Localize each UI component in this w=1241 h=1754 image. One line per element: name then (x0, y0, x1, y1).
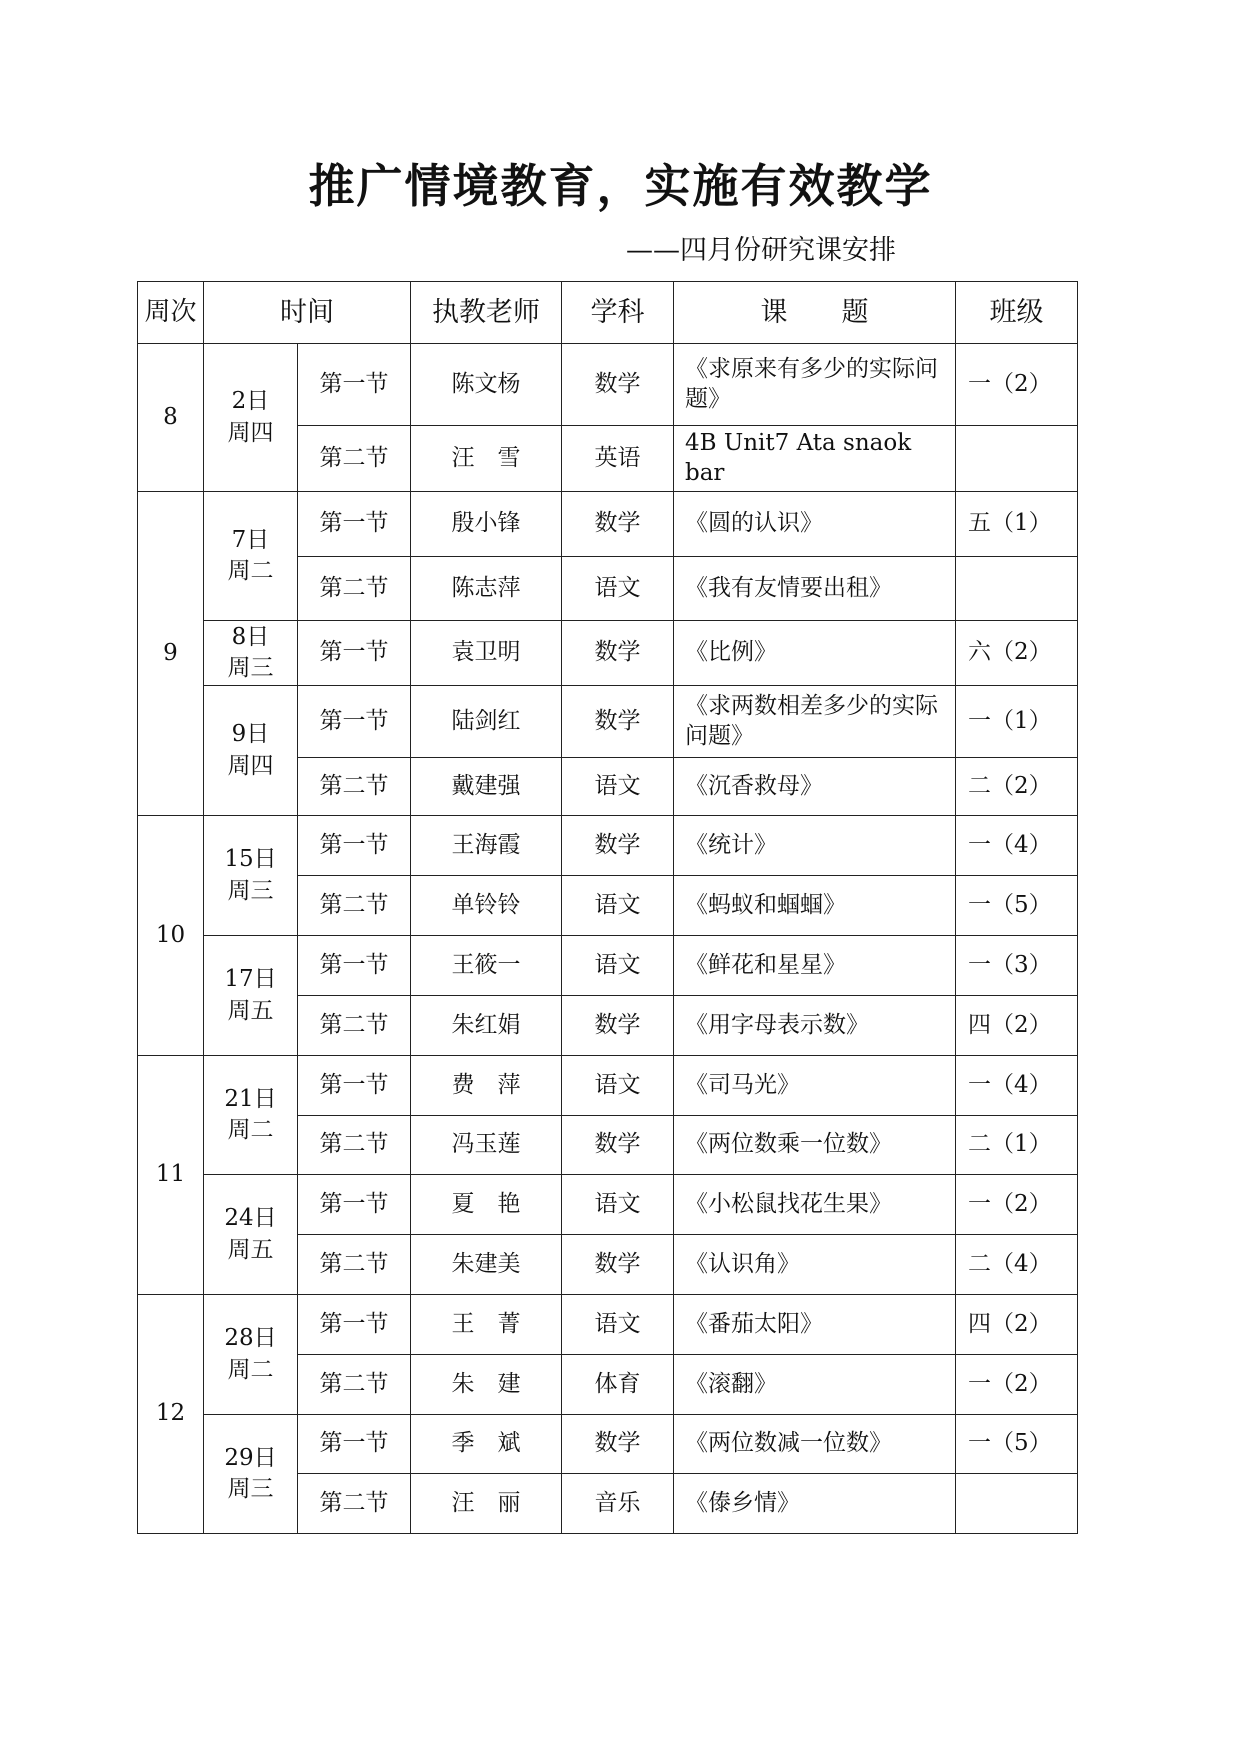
class-cell: 五（1） (956, 492, 1078, 557)
subject-cell: 英语 (562, 426, 674, 492)
period-cell: 第一节 (298, 621, 411, 686)
teacher-cell: 袁卫明 (411, 621, 562, 686)
date-day: 15日 (224, 846, 277, 873)
teacher-cell: 殷小锋 (411, 492, 562, 557)
header-teacher: 执教老师 (411, 282, 562, 344)
table-row (138, 492, 1078, 557)
period-cell: 第一节 (298, 936, 411, 996)
table-row (138, 1295, 1078, 1355)
date-cell (204, 936, 298, 1056)
subject-cell: 语文 (562, 557, 674, 621)
date-cell (204, 344, 298, 492)
subject-cell: 数学 (562, 1235, 674, 1295)
teacher-cell: 陈志萍 (411, 557, 562, 621)
date-weekday: 周二 (227, 1117, 274, 1143)
page-title: 推广情境教育，实施有效教学 (308, 159, 933, 213)
teacher-cell: 费 萍 (411, 1056, 562, 1116)
date-day: 29日 (224, 1444, 277, 1471)
topic-cell: 《蚂蚁和蝈蝈》 (674, 876, 956, 936)
period-cell: 第二节 (298, 557, 411, 621)
class-cell (956, 557, 1078, 621)
period-cell: 第一节 (298, 1175, 411, 1235)
date-day: 28日 (224, 1325, 277, 1352)
period-cell: 第二节 (298, 758, 411, 816)
date-weekday: 周四 (227, 752, 274, 779)
period-cell: 第二节 (298, 996, 411, 1056)
table-row (138, 1415, 1078, 1474)
class-cell (956, 1474, 1078, 1534)
header-class: 班级 (956, 282, 1078, 344)
week-number: 12 (138, 1295, 204, 1534)
class-cell: 一（1） (956, 686, 1078, 758)
date-weekday: 周三 (227, 1476, 274, 1502)
subject-cell: 数学 (562, 344, 674, 426)
class-cell: 一（2） (956, 344, 1078, 426)
period-cell: 第一节 (298, 1295, 411, 1355)
teacher-cell: 陆剑红 (411, 686, 562, 758)
subject-cell: 语文 (562, 1056, 674, 1116)
table-row (138, 936, 1078, 996)
teacher-cell: 朱建美 (411, 1235, 562, 1295)
schedule-table (137, 281, 1078, 1534)
teacher-cell: 冯玉莲 (411, 1116, 562, 1175)
date-weekday: 周三 (227, 877, 274, 904)
teacher-cell: 汪 雪 (411, 426, 562, 492)
topic-cell: 《统计》 (674, 816, 956, 876)
table-row (138, 621, 1078, 686)
date-cell (204, 492, 298, 621)
topic-cell: 《用字母表示数》 (674, 996, 956, 1056)
date-cell (204, 686, 298, 816)
period-cell: 第二节 (298, 426, 411, 492)
date-weekday: 周三 (227, 655, 274, 681)
subject-cell: 数学 (562, 1415, 674, 1474)
teacher-cell: 汪 丽 (411, 1474, 562, 1534)
subject-cell: 语文 (562, 1295, 674, 1355)
date-day: 17日 (224, 966, 277, 993)
class-cell: 四（2） (956, 996, 1078, 1056)
subject-cell: 音乐 (562, 1474, 674, 1534)
header-topic: 课 题 (674, 282, 956, 344)
period-cell: 第二节 (298, 1235, 411, 1295)
date-day: 21日 (224, 1085, 277, 1112)
schedule-body (138, 344, 1078, 1534)
class-cell: 四（2） (956, 1295, 1078, 1355)
topic-cell: 4B Unit7 Ata snaok bar (674, 426, 956, 492)
topic-cell: 《两位数乘一位数》 (674, 1116, 956, 1175)
header-time: 时间 (204, 282, 411, 344)
week-number: 9 (138, 492, 204, 816)
class-cell: 一（4） (956, 816, 1078, 876)
class-cell: 一（4） (956, 1056, 1078, 1116)
date-cell (204, 816, 298, 936)
subject-cell: 体育 (562, 1355, 674, 1415)
class-cell: 二（1） (956, 1116, 1078, 1175)
period-cell: 第二节 (298, 1116, 411, 1175)
teacher-cell: 朱 建 (411, 1355, 562, 1415)
period-cell: 第一节 (298, 686, 411, 758)
date-day: 2日 (231, 388, 270, 415)
subject-cell: 数学 (562, 1116, 674, 1175)
topic-cell: 《两位数减一位数》 (674, 1415, 956, 1474)
date-cell (204, 1175, 298, 1295)
teacher-cell: 戴建强 (411, 758, 562, 816)
date-day: 8日 (231, 623, 270, 650)
topic-cell: 《司马光》 (674, 1056, 956, 1116)
table-row (138, 816, 1078, 876)
topic-cell: 《求原来有多少的实际问题》 (674, 344, 956, 426)
table-row (138, 344, 1078, 426)
header-subject: 学科 (562, 282, 674, 344)
subject-cell: 语文 (562, 1175, 674, 1235)
week-number: 11 (138, 1056, 204, 1295)
table-row (138, 1056, 1078, 1116)
class-cell: 一（5） (956, 1415, 1078, 1474)
date-day: 9日 (231, 721, 270, 748)
class-cell: 一（3） (956, 936, 1078, 996)
table-row (138, 1175, 1078, 1235)
teacher-cell: 王 菁 (411, 1295, 562, 1355)
period-cell: 第一节 (298, 816, 411, 876)
date-weekday: 周二 (227, 1356, 274, 1383)
week-number: 8 (138, 344, 204, 492)
topic-cell: 《沉香救母》 (674, 758, 956, 816)
subject-cell: 语文 (562, 758, 674, 816)
teacher-cell: 王海霞 (411, 816, 562, 876)
topic-cell: 《滚翻》 (674, 1355, 956, 1415)
topic-cell: 《傣乡情》 (674, 1474, 956, 1534)
page-subtitle: ——四月份研究课安排 (626, 235, 896, 266)
class-cell: 一（5） (956, 876, 1078, 936)
subject-cell: 数学 (562, 816, 674, 876)
date-day: 7日 (231, 526, 270, 553)
teacher-cell: 季 斌 (411, 1415, 562, 1474)
teacher-cell: 夏 艳 (411, 1175, 562, 1235)
subject-cell: 语文 (562, 876, 674, 936)
week-number: 10 (138, 816, 204, 1056)
topic-cell: 《认识角》 (674, 1235, 956, 1295)
date-weekday: 周五 (227, 1236, 274, 1263)
date-cell (204, 1415, 298, 1534)
date-weekday: 周五 (227, 997, 274, 1024)
date-cell (204, 1295, 298, 1415)
subject-cell: 语文 (562, 936, 674, 996)
teacher-cell: 单铃铃 (411, 876, 562, 936)
class-cell: 二（2） (956, 758, 1078, 816)
period-cell: 第一节 (298, 1415, 411, 1474)
date-cell (204, 621, 298, 686)
topic-cell: 《我有友情要出租》 (674, 557, 956, 621)
header-week: 周次 (138, 282, 204, 344)
class-cell (956, 426, 1078, 492)
period-cell: 第二节 (298, 876, 411, 936)
topic-cell: 《小松鼠找花生果》 (674, 1175, 956, 1235)
date-cell (204, 1056, 298, 1175)
subject-cell: 数学 (562, 492, 674, 557)
period-cell: 第二节 (298, 1355, 411, 1415)
date-day: 24日 (224, 1205, 277, 1232)
table-row (138, 686, 1078, 758)
class-cell: 二（4） (956, 1235, 1078, 1295)
period-cell: 第一节 (298, 492, 411, 557)
period-cell: 第一节 (298, 1056, 411, 1116)
class-cell: 一（2） (956, 1175, 1078, 1235)
topic-cell: 《圆的认识》 (674, 492, 956, 557)
period-cell: 第一节 (298, 344, 411, 426)
subject-cell: 数学 (562, 686, 674, 758)
date-weekday: 周四 (227, 419, 274, 446)
teacher-cell: 陈文杨 (411, 344, 562, 426)
subject-cell: 数学 (562, 996, 674, 1056)
header-row (138, 282, 1078, 344)
topic-cell: 《求两数相差多少的实际问题》 (674, 686, 956, 758)
date-weekday: 周二 (227, 558, 274, 584)
topic-cell: 《比例》 (674, 621, 956, 686)
topic-cell: 《鲜花和星星》 (674, 936, 956, 996)
period-cell: 第二节 (298, 1474, 411, 1534)
teacher-cell: 朱红娟 (411, 996, 562, 1056)
subject-cell: 数学 (562, 621, 674, 686)
teacher-cell: 王筱一 (411, 936, 562, 996)
class-cell: 六（2） (956, 621, 1078, 686)
class-cell: 一（2） (956, 1355, 1078, 1415)
topic-cell: 《番茄太阳》 (674, 1295, 956, 1355)
